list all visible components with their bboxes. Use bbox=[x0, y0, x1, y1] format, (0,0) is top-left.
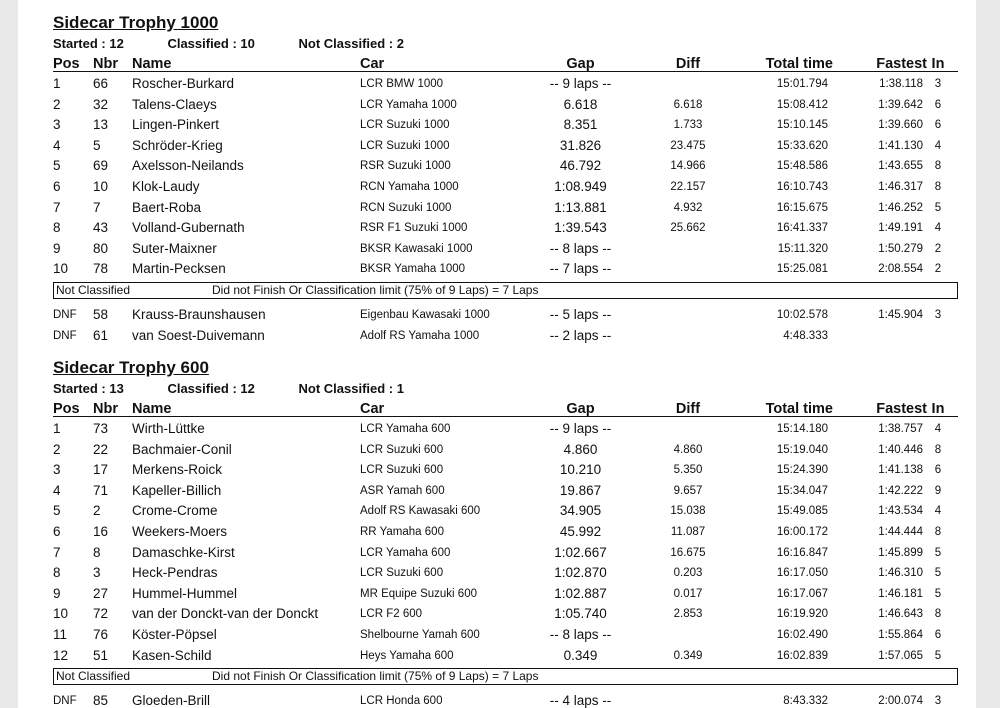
cell-name: Crome-Crome bbox=[132, 503, 218, 519]
results-table bbox=[53, 419, 958, 666]
dnf-table bbox=[53, 305, 958, 346]
cell-position: 1 bbox=[53, 421, 61, 436]
cell-position: 3 bbox=[53, 462, 61, 478]
table-row bbox=[53, 460, 958, 481]
cell-car: BKSR Yamaha 1000 bbox=[360, 263, 466, 276]
cell-position: 4 bbox=[53, 482, 61, 498]
cell-name: Schröder-Krieg bbox=[132, 137, 223, 153]
cell-number: 10 bbox=[93, 178, 109, 194]
cell-number: 2 bbox=[93, 503, 101, 519]
cell-in-lap: 5 bbox=[934, 546, 942, 559]
section-summary bbox=[53, 34, 958, 54]
header-in-lap: In bbox=[931, 56, 945, 72]
cell-total-time: 16:15.675 bbox=[776, 201, 828, 214]
cell-in-lap: 8 bbox=[934, 608, 942, 621]
cell-name: Heck-Pendras bbox=[132, 565, 218, 581]
not-classified-count: Not Classified : 2 bbox=[298, 36, 404, 51]
cell-total-time: 16:00.172 bbox=[776, 525, 828, 538]
table-row bbox=[53, 95, 958, 116]
table-row bbox=[53, 481, 958, 502]
cell-in-lap: 5 bbox=[934, 587, 942, 600]
cell-total-time: 15:11.320 bbox=[777, 242, 828, 255]
cell-number: 17 bbox=[93, 462, 109, 478]
header-number: Nbr bbox=[93, 56, 118, 72]
table-row bbox=[53, 136, 958, 157]
cell-diff: 5.350 bbox=[673, 464, 703, 477]
cell-number: 85 bbox=[93, 693, 109, 708]
cell-gap: 31.826 bbox=[559, 137, 602, 153]
header-name: Name bbox=[132, 401, 172, 417]
cell-fastest-lap: 1:46.317 bbox=[878, 180, 923, 193]
cell-car: RSR F1 Suzuki 1000 bbox=[360, 222, 468, 235]
cell-position: 5 bbox=[53, 503, 61, 519]
cell-position: DNF bbox=[53, 695, 77, 708]
cell-number: 69 bbox=[93, 158, 109, 174]
cell-name: Weekers-Moers bbox=[132, 523, 228, 539]
cell-diff: 23.475 bbox=[670, 139, 706, 152]
cell-fastest-lap: 2:08.554 bbox=[878, 263, 923, 276]
cell-position: 3 bbox=[53, 117, 61, 133]
cell-car: LCR F2 600 bbox=[360, 608, 423, 621]
cell-total-time: 15:49.085 bbox=[776, 505, 828, 518]
cell-gap: 10.210 bbox=[559, 462, 602, 478]
cell-diff: 22.157 bbox=[670, 180, 706, 193]
cell-total-time: 16:41.337 bbox=[776, 222, 828, 235]
cell-position: 12 bbox=[53, 647, 69, 663]
cell-car: LCR Suzuki 600 bbox=[360, 443, 444, 456]
cell-in-lap: 6 bbox=[934, 98, 942, 111]
cell-diff: 9.657 bbox=[673, 484, 703, 497]
cell-car: Heys Yamaha 600 bbox=[360, 649, 454, 662]
results-page bbox=[18, 0, 976, 708]
section-title: Sidecar Trophy 1000 bbox=[53, 13, 219, 32]
cell-position: 7 bbox=[53, 544, 61, 560]
table-row bbox=[53, 218, 958, 239]
cell-position: 11 bbox=[53, 626, 68, 642]
cell-number: 22 bbox=[93, 441, 109, 457]
table-row bbox=[53, 239, 958, 260]
cell-gap: -- 8 laps -- bbox=[549, 626, 612, 642]
cell-fastest-lap: 1:46.643 bbox=[878, 608, 923, 621]
cell-total-time: 15:01.794 bbox=[776, 78, 828, 90]
cell-number: 73 bbox=[93, 421, 109, 436]
cell-fastest-lap: 1:39.642 bbox=[878, 98, 923, 111]
cell-gap: 1:39.543 bbox=[554, 220, 607, 236]
cell-position: DNF bbox=[53, 308, 77, 321]
cell-in-lap: 2 bbox=[934, 263, 942, 276]
cell-position: 9 bbox=[53, 585, 61, 601]
cell-in-lap: 3 bbox=[934, 308, 942, 321]
cell-fastest-lap: 1:43.655 bbox=[878, 160, 923, 173]
cell-diff: 14.966 bbox=[670, 160, 706, 173]
section-title: Sidecar Trophy 600 bbox=[53, 358, 209, 377]
section-summary bbox=[53, 379, 958, 399]
cell-number: 71 bbox=[93, 482, 109, 498]
cell-gap: -- 5 laps -- bbox=[549, 306, 612, 322]
cell-name: van der Donckt-van der Donckt bbox=[132, 606, 319, 622]
table-row bbox=[53, 177, 958, 198]
cell-in-lap: 6 bbox=[934, 464, 942, 477]
cell-name: Volland-Gubernath bbox=[132, 220, 245, 236]
cell-gap: -- 2 laps -- bbox=[549, 327, 612, 343]
cell-gap: 1:02.870 bbox=[554, 565, 607, 581]
cell-in-lap: 3 bbox=[934, 78, 942, 90]
cell-diff: 11.087 bbox=[670, 525, 706, 538]
cell-gap: 4.860 bbox=[563, 441, 598, 457]
not-classified-box bbox=[53, 282, 958, 299]
cell-car: LCR BMW 1000 bbox=[360, 78, 444, 90]
cell-number: 51 bbox=[93, 647, 109, 663]
started-count: Started : 13 bbox=[53, 381, 124, 396]
cell-gap: 19.867 bbox=[559, 482, 602, 498]
cell-car: LCR Suzuki 600 bbox=[360, 464, 444, 477]
header-fastest-lap: Fastest bbox=[876, 401, 927, 417]
table-row bbox=[53, 419, 958, 440]
cell-in-lap: 6 bbox=[934, 628, 942, 641]
cell-name: Kapeller-Billich bbox=[132, 482, 222, 498]
cell-in-lap: 9 bbox=[934, 484, 942, 497]
cell-position: 8 bbox=[53, 565, 61, 581]
cell-total-time: 15:14.180 bbox=[776, 423, 828, 435]
cell-in-lap: 3 bbox=[934, 695, 942, 708]
cell-total-time: 15:19.040 bbox=[776, 443, 828, 456]
cell-position: 1 bbox=[53, 76, 61, 91]
cell-gap: 45.992 bbox=[559, 523, 602, 539]
cell-number: 78 bbox=[93, 261, 109, 277]
header-gap: Gap bbox=[566, 401, 595, 417]
cell-car: LCR Suzuki 1000 bbox=[360, 119, 450, 132]
cell-diff: 0.349 bbox=[673, 649, 703, 662]
cell-car: Adolf RS Yamaha 1000 bbox=[360, 329, 480, 342]
trophy-1000-section bbox=[53, 12, 958, 346]
cell-number: 72 bbox=[93, 606, 109, 622]
cell-total-time: 16:10.743 bbox=[776, 180, 828, 193]
cell-diff: 16.675 bbox=[670, 546, 706, 559]
cell-total-time: 16:16.847 bbox=[776, 546, 828, 559]
cell-in-lap: 5 bbox=[934, 649, 942, 662]
table-row bbox=[53, 440, 958, 461]
cell-car: BKSR Kawasaki 1000 bbox=[360, 242, 473, 255]
cell-car: MR Equipe Suzuki 600 bbox=[360, 587, 477, 600]
header-gap: Gap bbox=[566, 56, 595, 72]
cell-total-time: 8:43.332 bbox=[783, 695, 828, 708]
cell-fastest-lap: 1:38.757 bbox=[878, 423, 923, 435]
cell-total-time: 16:17.067 bbox=[776, 587, 828, 600]
cell-position: 2 bbox=[53, 441, 61, 457]
results-table bbox=[53, 74, 958, 280]
header-car: Car bbox=[360, 401, 385, 417]
cell-total-time: 15:08.412 bbox=[776, 98, 828, 111]
classified-count: Classified : 12 bbox=[167, 381, 255, 396]
cell-total-time: 15:34.047 bbox=[776, 484, 828, 497]
cell-car: ASR Yamah 600 bbox=[360, 484, 445, 497]
table-header bbox=[53, 54, 958, 72]
cell-name: Lingen-Pinkert bbox=[132, 117, 220, 133]
cell-car: RR Yamaha 600 bbox=[360, 525, 444, 538]
cell-gap: -- 8 laps -- bbox=[549, 240, 612, 256]
cell-fastest-lap: 1:39.660 bbox=[878, 119, 923, 132]
cell-position: 4 bbox=[53, 137, 61, 153]
cell-gap: 6.618 bbox=[563, 96, 598, 112]
not-classified-label: Not Classified bbox=[56, 669, 131, 684]
cell-car: RCN Suzuki 1000 bbox=[360, 201, 452, 214]
cell-diff: 4.860 bbox=[673, 443, 703, 456]
cell-number: 27 bbox=[93, 585, 109, 601]
cell-name: Martin-Pecksen bbox=[132, 261, 226, 277]
cell-car: LCR Honda 600 bbox=[360, 695, 443, 708]
table-header bbox=[53, 399, 958, 417]
cell-total-time: 15:25.081 bbox=[776, 263, 828, 276]
cell-gap: 0.349 bbox=[563, 647, 598, 663]
cell-fastest-lap: 1:57.065 bbox=[878, 649, 923, 662]
cell-name: Roscher-Burkard bbox=[132, 76, 235, 91]
cell-car: Shelbourne Yamah 600 bbox=[360, 628, 480, 641]
trophy-600-section bbox=[53, 357, 958, 708]
cell-fastest-lap: 2:00.074 bbox=[878, 695, 923, 708]
header-in-lap: In bbox=[931, 401, 945, 417]
cell-total-time: 15:10.145 bbox=[776, 119, 828, 132]
cell-name: Damaschke-Kirst bbox=[132, 544, 235, 560]
cell-fastest-lap: 1:46.310 bbox=[878, 567, 923, 580]
cell-name: Wirth-Lüttke bbox=[132, 421, 205, 436]
cell-total-time: 10:02.578 bbox=[776, 308, 828, 321]
cell-position: 7 bbox=[53, 199, 61, 215]
header-car: Car bbox=[360, 56, 385, 72]
cell-gap: 1:13.881 bbox=[554, 199, 607, 215]
cell-total-time: 16:19.920 bbox=[776, 608, 828, 621]
started-count: Started : 12 bbox=[53, 36, 124, 51]
table-row bbox=[53, 74, 958, 95]
cell-total-time: 15:33.620 bbox=[776, 139, 828, 152]
classified-count: Classified : 10 bbox=[167, 36, 255, 51]
cell-car: Adolf RS Kawasaki 600 bbox=[360, 505, 481, 518]
cell-gap: 1:02.667 bbox=[554, 544, 607, 560]
cell-fastest-lap: 1:40.446 bbox=[878, 443, 923, 456]
cell-name: Gloeden-Brill bbox=[132, 693, 211, 708]
cell-name: Köster-Pöpsel bbox=[132, 626, 217, 642]
table-row bbox=[53, 156, 958, 177]
cell-name: Baert-Roba bbox=[132, 199, 202, 215]
cell-in-lap: 4 bbox=[934, 222, 942, 235]
cell-diff: 1.733 bbox=[673, 119, 703, 132]
table-row bbox=[53, 198, 958, 219]
header-position: Pos bbox=[53, 401, 80, 417]
cell-gap: -- 9 laps -- bbox=[549, 76, 612, 91]
cell-diff: 2.853 bbox=[673, 608, 703, 621]
cell-in-lap: 4 bbox=[934, 505, 942, 518]
cell-fastest-lap: 1:41.138 bbox=[878, 464, 923, 477]
header-diff: Diff bbox=[675, 401, 701, 417]
cell-in-lap: 4 bbox=[934, 139, 942, 152]
cell-position: 10 bbox=[53, 606, 69, 622]
header-name: Name bbox=[132, 56, 172, 72]
dnf-table bbox=[53, 691, 958, 708]
cell-car: LCR Suzuki 600 bbox=[360, 567, 444, 580]
cell-number: 58 bbox=[93, 306, 109, 322]
cell-total-time: 15:24.390 bbox=[776, 464, 828, 477]
table-row bbox=[53, 115, 958, 136]
cell-name: Hummel-Hummel bbox=[132, 585, 238, 601]
header-total-time: Total time bbox=[765, 56, 833, 72]
cell-car: LCR Yamaha 600 bbox=[360, 546, 451, 559]
cell-number: 3 bbox=[93, 565, 101, 581]
header-number: Nbr bbox=[93, 401, 118, 417]
cell-gap: -- 9 laps -- bbox=[549, 421, 612, 436]
cell-fastest-lap: 1:43.534 bbox=[878, 505, 923, 518]
cell-position: 2 bbox=[53, 96, 61, 112]
cell-position: 8 bbox=[53, 220, 61, 236]
classification-limit-note: Did not Finish Or Classification limit (75% of 9 Laps) = 7 Laps bbox=[212, 282, 539, 297]
table-row bbox=[53, 584, 958, 605]
cell-fastest-lap: 1:46.181 bbox=[878, 587, 923, 600]
cell-in-lap: 4 bbox=[934, 423, 942, 435]
not-classified-label: Not Classified bbox=[56, 282, 131, 297]
cell-in-lap: 5 bbox=[934, 567, 942, 580]
cell-car: LCR Yamaha 600 bbox=[360, 423, 451, 435]
not-classified-box bbox=[53, 668, 958, 685]
header-diff: Diff bbox=[675, 56, 701, 72]
cell-gap: 1:02.887 bbox=[554, 585, 607, 601]
cell-number: 76 bbox=[93, 626, 109, 642]
table-row bbox=[53, 625, 958, 646]
cell-name: Krauss-Braunshausen bbox=[132, 306, 266, 322]
cell-number: 13 bbox=[93, 117, 109, 133]
cell-fastest-lap: 1:55.864 bbox=[878, 628, 923, 641]
table-row bbox=[53, 522, 958, 543]
header-fastest-lap: Fastest bbox=[876, 56, 927, 72]
cell-car: RCN Yamaha 1000 bbox=[360, 180, 459, 193]
cell-in-lap: 5 bbox=[934, 201, 942, 214]
cell-in-lap: 8 bbox=[934, 443, 942, 456]
cell-number: 80 bbox=[93, 240, 109, 256]
cell-fastest-lap: 1:45.904 bbox=[878, 308, 923, 321]
cell-car: Eigenbau Kawasaki 1000 bbox=[360, 308, 490, 321]
cell-name: Suter-Maixner bbox=[132, 240, 217, 256]
cell-fastest-lap: 1:46.252 bbox=[878, 201, 923, 214]
cell-position: 6 bbox=[53, 178, 61, 194]
cell-gap: -- 7 laps -- bbox=[549, 261, 612, 277]
cell-number: 43 bbox=[93, 220, 109, 236]
cell-position: 10 bbox=[53, 261, 69, 277]
cell-fastest-lap: 1:49.191 bbox=[878, 222, 923, 235]
table-row bbox=[53, 646, 958, 667]
cell-name: Klok-Laudy bbox=[132, 178, 200, 194]
cell-in-lap: 8 bbox=[934, 180, 942, 193]
cell-in-lap: 8 bbox=[934, 525, 942, 538]
table-row bbox=[53, 563, 958, 584]
cell-fastest-lap: 1:45.899 bbox=[878, 546, 923, 559]
cell-gap: 1:05.740 bbox=[554, 606, 607, 622]
cell-gap: -- 4 laps -- bbox=[549, 693, 612, 708]
cell-number: 8 bbox=[93, 544, 101, 560]
header-position: Pos bbox=[53, 56, 80, 72]
cell-in-lap: 8 bbox=[934, 160, 942, 173]
cell-in-lap: 2 bbox=[934, 242, 942, 255]
cell-total-time: 16:02.490 bbox=[776, 628, 828, 641]
cell-gap: 34.905 bbox=[559, 503, 602, 519]
cell-car: RSR Suzuki 1000 bbox=[360, 160, 451, 173]
table-row bbox=[53, 259, 958, 280]
table-row bbox=[53, 501, 958, 522]
cell-position: 9 bbox=[53, 240, 61, 256]
cell-fastest-lap: 1:44.444 bbox=[878, 525, 923, 538]
cell-in-lap: 6 bbox=[934, 119, 942, 132]
cell-position: 5 bbox=[53, 158, 61, 174]
cell-number: 32 bbox=[93, 96, 109, 112]
cell-total-time: 15:48.586 bbox=[776, 160, 828, 173]
cell-total-time: 16:02.839 bbox=[776, 649, 828, 662]
cell-diff: 0.203 bbox=[673, 567, 703, 580]
cell-fastest-lap: 1:50.279 bbox=[878, 242, 923, 255]
dnf-row bbox=[53, 305, 958, 326]
cell-name: Kasen-Schild bbox=[132, 647, 212, 663]
cell-number: 61 bbox=[93, 327, 109, 343]
cell-gap: 46.792 bbox=[559, 158, 602, 174]
cell-total-time: 4:48.333 bbox=[783, 329, 828, 342]
table-row bbox=[53, 543, 958, 564]
cell-position: DNF bbox=[53, 329, 77, 342]
cell-name: Talens-Claeys bbox=[132, 96, 217, 112]
cell-name: van Soest-Duivemann bbox=[132, 327, 265, 343]
cell-car: LCR Suzuki 1000 bbox=[360, 139, 450, 152]
cell-name: Merkens-Roick bbox=[132, 462, 223, 478]
cell-diff: 15.038 bbox=[670, 505, 706, 518]
cell-diff: 4.932 bbox=[673, 201, 703, 214]
classification-limit-note: Did not Finish Or Classification limit (75% of 9 Laps) = 7 Laps bbox=[212, 669, 539, 684]
cell-car: LCR Yamaha 1000 bbox=[360, 98, 457, 111]
header-total-time: Total time bbox=[765, 401, 833, 417]
cell-name: Bachmaier-Conil bbox=[132, 441, 232, 457]
cell-position: 6 bbox=[53, 523, 61, 539]
cell-fastest-lap: 1:38.118 bbox=[879, 78, 923, 90]
cell-number: 16 bbox=[93, 523, 109, 539]
cell-fastest-lap: 1:42.222 bbox=[878, 484, 923, 497]
cell-diff: 0.017 bbox=[673, 587, 703, 600]
table-row bbox=[53, 604, 958, 625]
cell-total-time: 16:17.050 bbox=[776, 567, 828, 580]
cell-gap: 1:08.949 bbox=[554, 178, 607, 194]
cell-number: 7 bbox=[93, 199, 101, 215]
not-classified-count: Not Classified : 1 bbox=[298, 381, 404, 396]
cell-diff: 25.662 bbox=[670, 222, 706, 235]
cell-diff: 6.618 bbox=[673, 98, 703, 111]
cell-fastest-lap: 1:41.130 bbox=[878, 139, 923, 152]
cell-number: 5 bbox=[93, 137, 101, 153]
cell-number: 66 bbox=[93, 76, 109, 91]
cell-name: Axelsson-Neilands bbox=[132, 158, 244, 174]
cell-gap: 8.351 bbox=[563, 117, 598, 133]
dnf-row bbox=[53, 691, 958, 708]
dnf-row bbox=[53, 326, 958, 347]
